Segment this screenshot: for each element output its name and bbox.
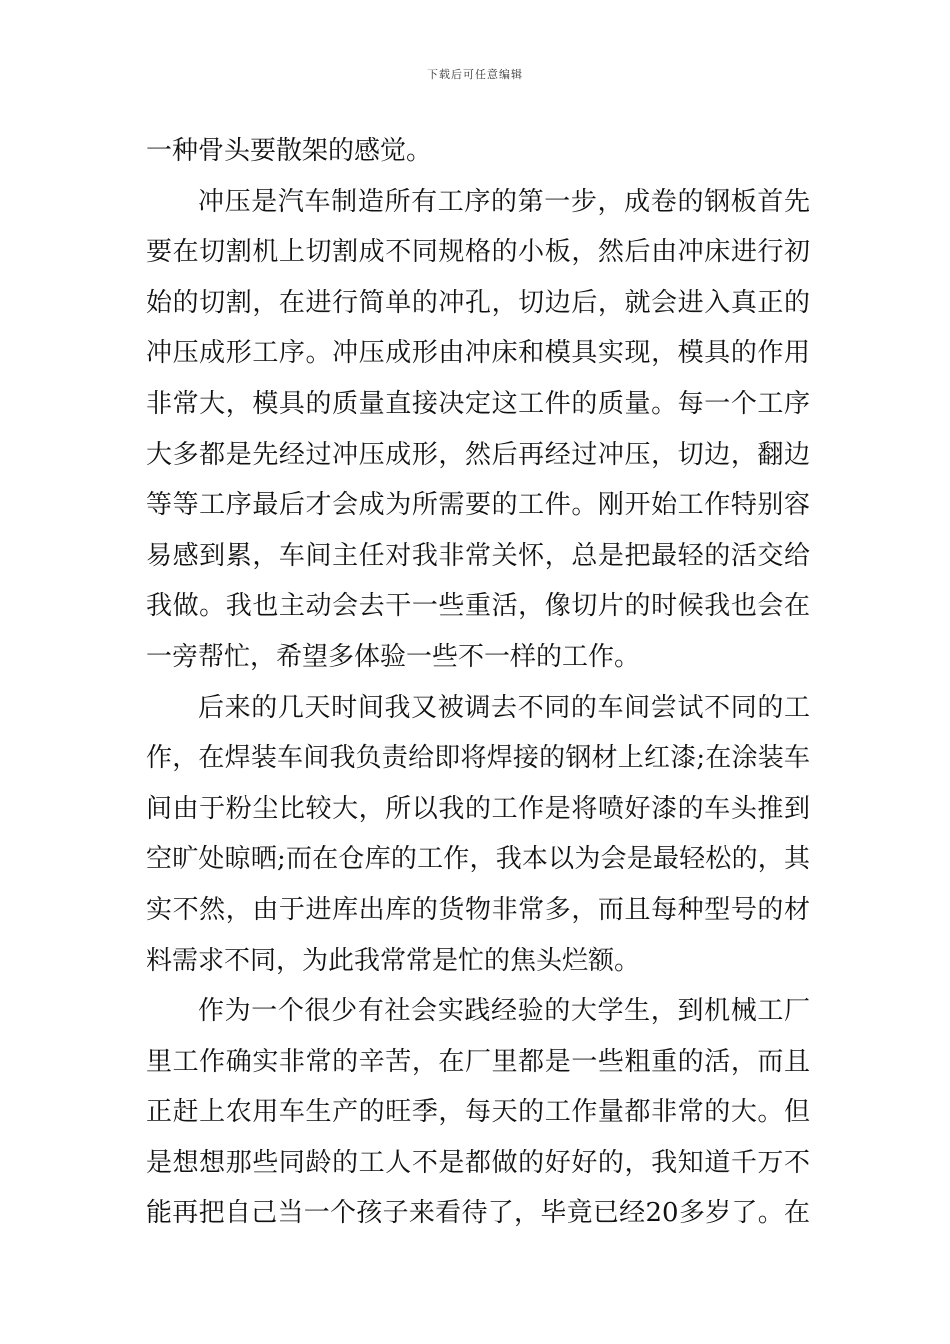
text-line: 是想想那些同龄的工人不是都做的好好的，我知道千万不	[146, 1147, 810, 1178]
text-line: 作，在焊装车间我负责给即将焊接的钢材上红漆;在涂装车	[146, 743, 810, 774]
text-line: 正赶上农用车生产的旺季，每天的工作量都非常的大。但	[146, 1097, 810, 1128]
text-line: 一种骨头要散架的感觉。	[146, 136, 433, 166]
text-line: 等等工序最后才会成为所需要的工件。刚开始工作特别容	[146, 490, 810, 521]
text-line: 我做。我也主动会去干一些重活，像切片的时候我也会在	[146, 591, 810, 622]
text-line: 里工作确实非常的辛苦，在厂里都是一些粗重的活，而且	[146, 1046, 810, 1077]
text-line: 实不然，由于进库出库的货物非常多，而且每种型号的材	[146, 894, 810, 925]
header-note: 下载后可任意编辑	[427, 68, 523, 81]
text-line: 要在切割机上切割成不同规格的小板，然后由冲床进行初	[146, 237, 810, 268]
text-line: 始的切割，在进行简单的冲孔，切边后，就会进入真正的	[146, 287, 810, 318]
text-line: 冲压是汽车制造所有工序的第一步，成卷的钢板首先	[198, 186, 810, 217]
text-line: 空旷处晾晒;而在仓库的工作，我本以为会是最轻松的，其	[146, 844, 810, 875]
text-line: 能再把自己当一个孩子来看待了，毕竟已经20多岁了。在	[146, 1198, 810, 1229]
text-line: 非常大，模具的质量直接决定这工件的质量。每一个工序	[146, 388, 810, 419]
text-line: 料需求不同，为此我常常是忙的焦头烂额。	[146, 945, 641, 976]
text-line: 易感到累，车间主任对我非常关怀，总是把最轻的活交给	[146, 540, 810, 571]
text-line: 大多都是先经过冲压成形，然后再经过冲压，切边，翻边	[146, 439, 810, 470]
text-line: 后来的几天时间我又被调去不同的车间尝试不同的工	[198, 692, 810, 723]
text-line: 冲压成形工序。冲压成形由冲床和模具实现，模具的作用	[146, 338, 810, 369]
text-line: 一旁帮忙，希望多体验一些不一样的工作。	[146, 641, 641, 672]
text-line: 作为一个很少有社会实践经验的大学生，到机械工厂	[198, 996, 810, 1027]
text-line: 间由于粉尘比较大，所以我的工作是将喷好漆的车头推到	[146, 793, 810, 824]
body-text	[146, 126, 810, 1239]
